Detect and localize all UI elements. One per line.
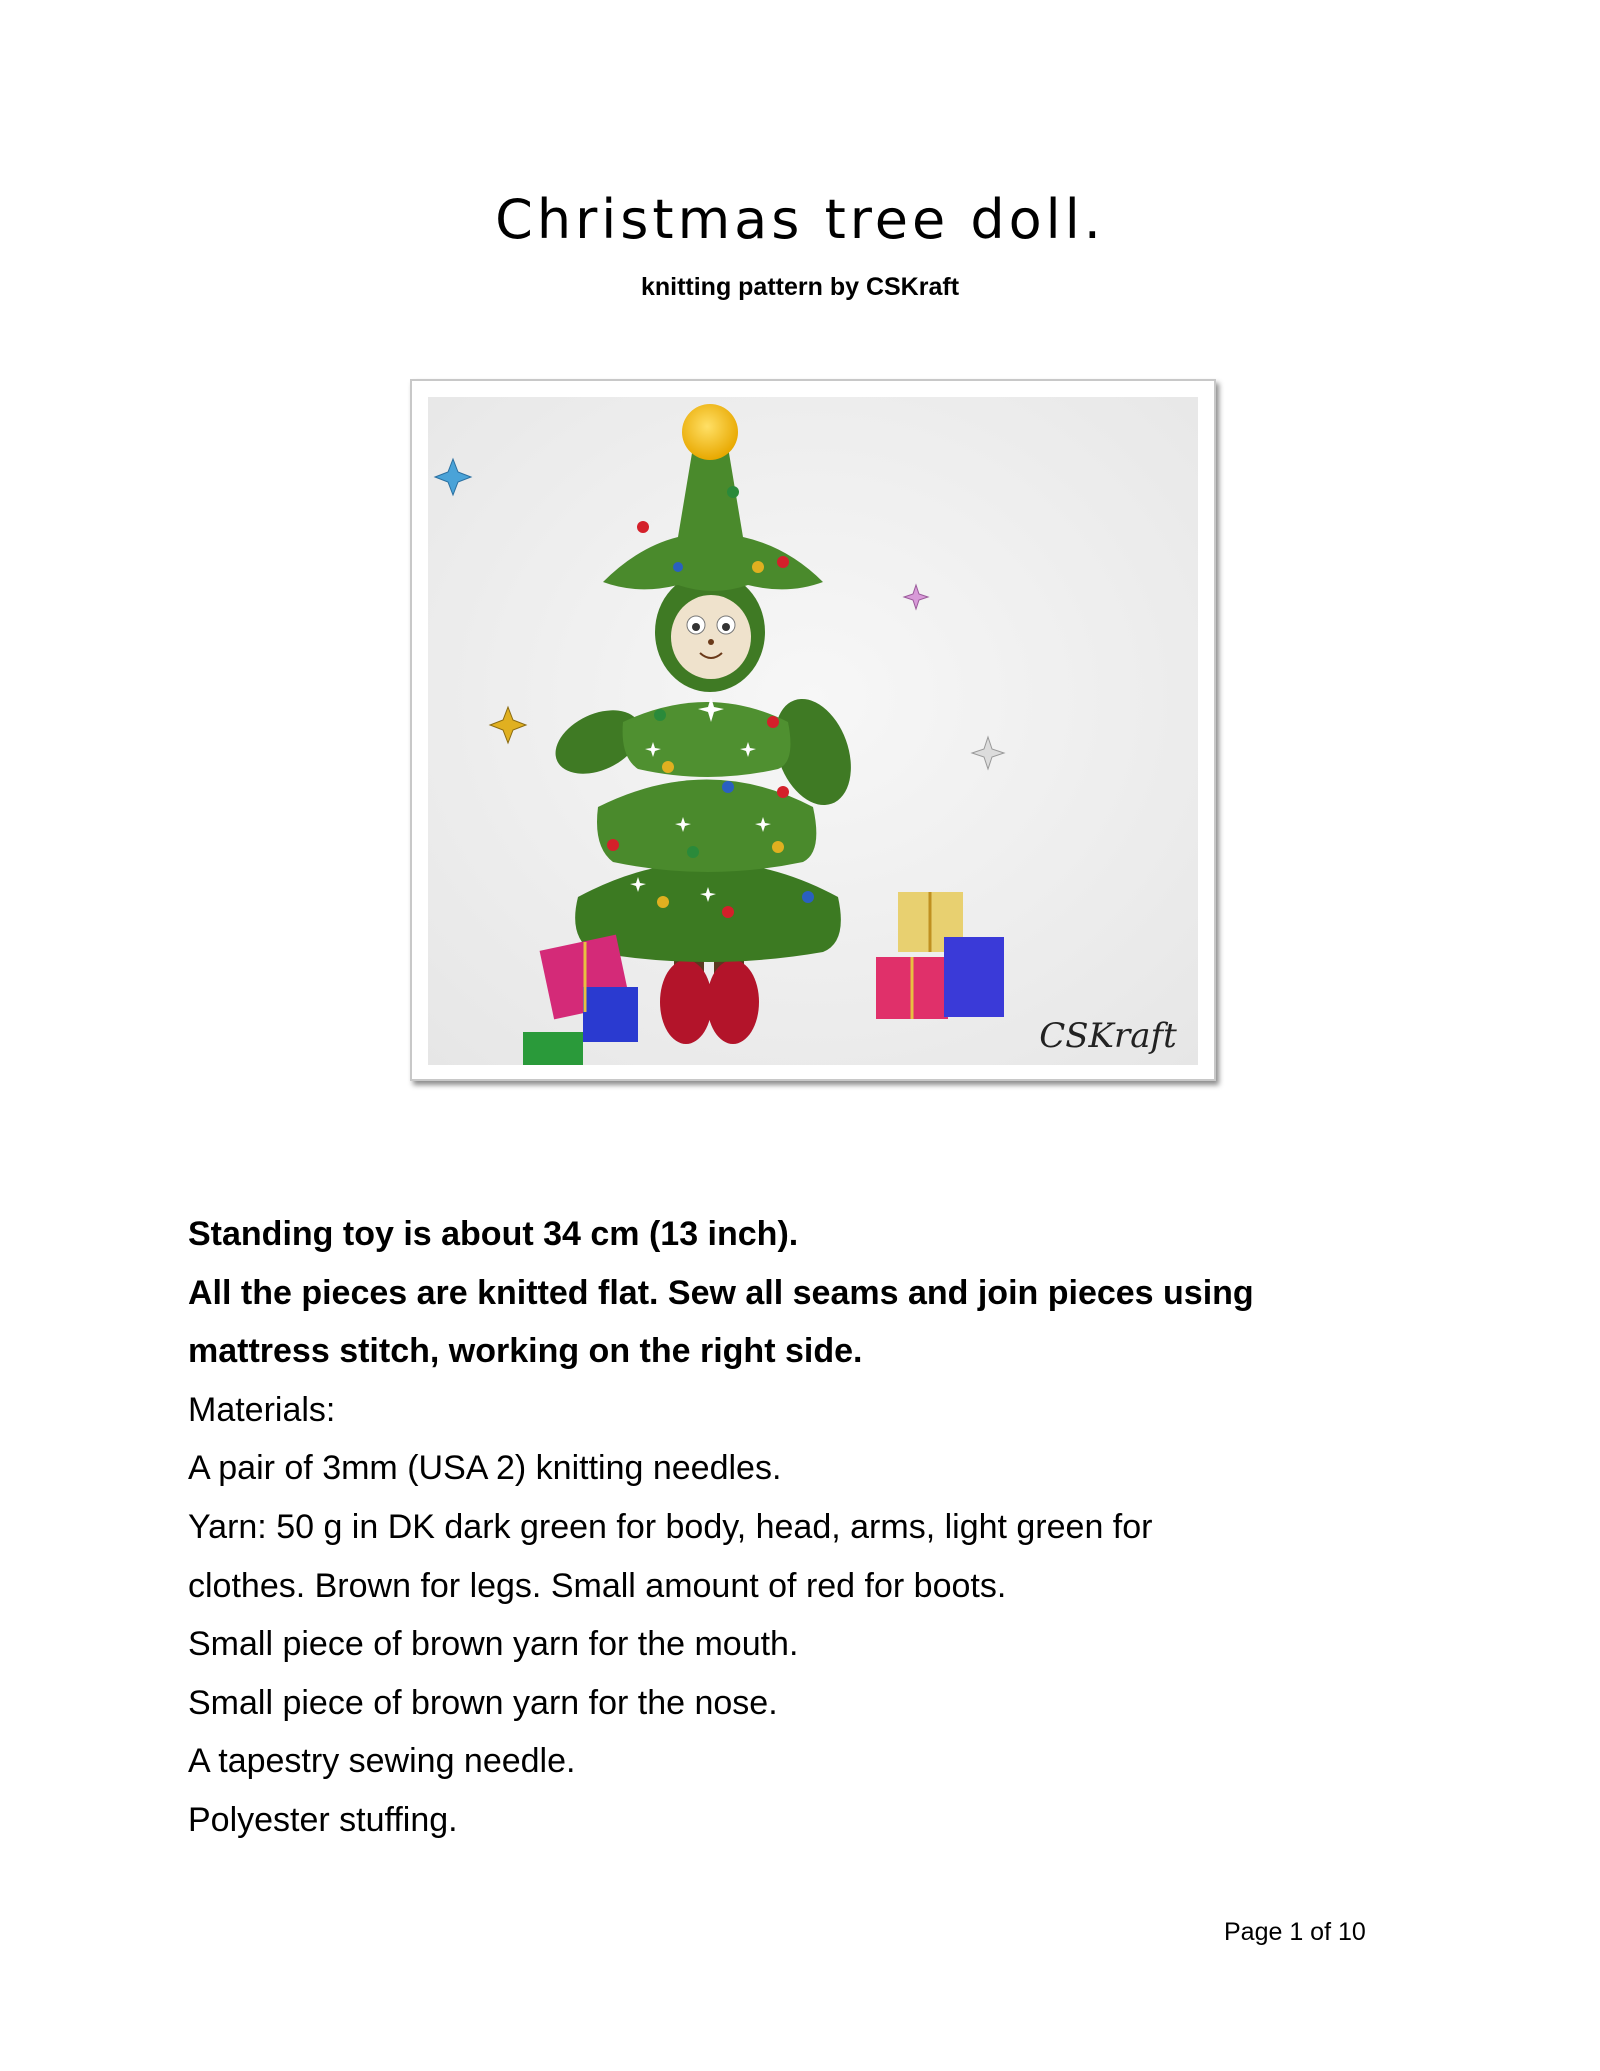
- materials-item: A pair of 3mm (USA 2) knitting needles.: [188, 1449, 782, 1488]
- christmas-tree-doll-photo: [428, 397, 1198, 1065]
- materials-item: Small piece of brown yarn for the nose.: [188, 1683, 778, 1722]
- materials-item: Polyester stuffing.: [188, 1800, 458, 1839]
- construction-note-line-1: All the pieces are knitted flat. Sew all seams and join pieces using: [188, 1273, 1254, 1312]
- materials-item: A tapestry sewing needle.: [188, 1742, 576, 1781]
- materials-item: Small piece of brown yarn for the mouth.: [188, 1625, 799, 1664]
- photo-watermark: CSKraft: [1039, 1016, 1177, 1056]
- page-number: Page 1 of 10: [1224, 1918, 1366, 1946]
- product-photo-frame: [410, 379, 1216, 1081]
- pattern-description: [188, 1205, 1448, 1850]
- materials-item: Yarn: 50 g in DK dark green for body, head, arms, light green for: [188, 1507, 1153, 1546]
- document-subtitle: knitting pattern by CSKraft: [640, 273, 960, 301]
- materials-item: clothes. Brown for legs. Small amount of red for boots.: [188, 1566, 1007, 1605]
- materials-heading: Materials:: [188, 1390, 336, 1429]
- document-title: Christmas tree doll.: [495, 188, 1105, 251]
- construction-note-line-2: mattress stitch, working on the right side.: [188, 1332, 863, 1371]
- toy-size-line: Standing toy is about 34 cm (13 inch).: [188, 1215, 799, 1253]
